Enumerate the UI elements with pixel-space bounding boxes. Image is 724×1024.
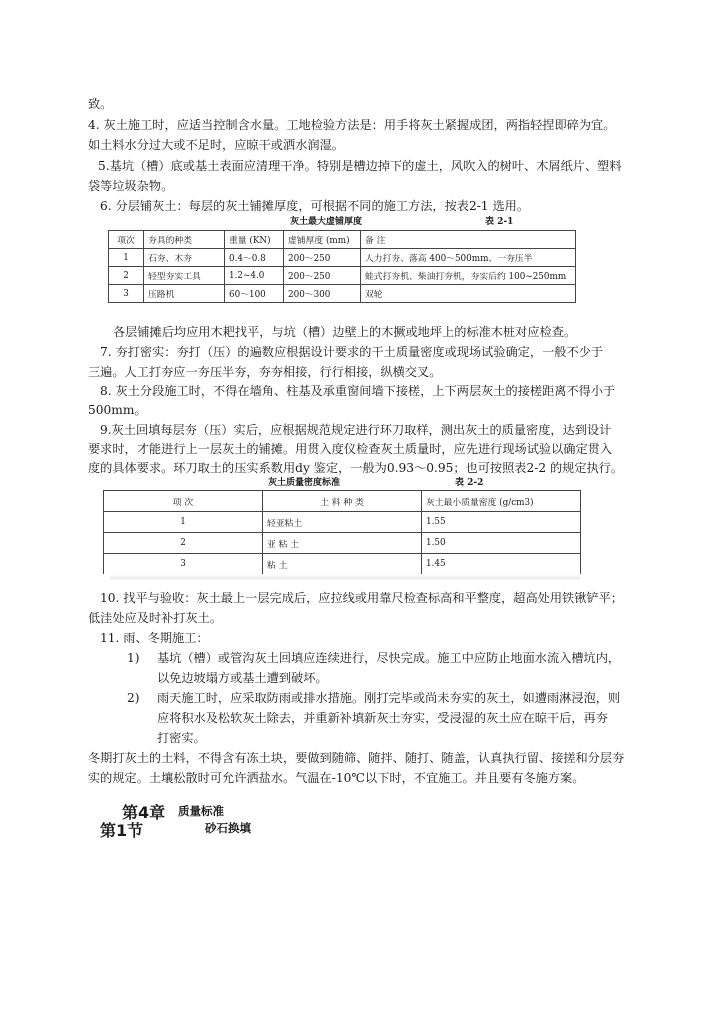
paragraph-line: 7. 夯打密实：夯打（压）的遍数应根据设计要求的干土质量密度或现场试验确定，一般不少于: [100, 345, 604, 359]
paragraph-line: 6. 分层铺灰土：每层的灰土铺摊厚度，可根据不同的施工方法，按表2-1 选用。: [100, 199, 530, 213]
table-header-cell: 项次: [109, 231, 144, 249]
paragraph-line: 4. 灰土施工时，应适当控制含水量。工地检验方法是：用手将灰土紧握成团，两指轻捏即碎为宜。: [88, 118, 616, 132]
paragraph-line: 低洼处应及时补打灰土。: [88, 611, 223, 625]
table-cell: 人力打夯、落高 400～500mm、一夯压半: [361, 249, 576, 267]
table2-caption: 灰土质量密度标准: [268, 478, 341, 488]
table-cell: 双轮: [361, 285, 576, 303]
table-cell: 1.50: [422, 533, 581, 554]
table-cell: 轻型夯实工具: [144, 267, 225, 285]
paragraph-line: 以免边坡塌方或基土遭到破坏。: [157, 671, 328, 685]
section-label: 第1节: [100, 821, 144, 840]
table-cell: 1: [109, 249, 144, 267]
paragraph-line: 三遍。人工打夯应一夯压半夯，夯夯相接，行行相接，纵横交叉。: [88, 365, 442, 379]
paragraph-line: 5.基坑（槽）底或基土表面应清理干净。特别是槽边掉下的虚土，风吹入的树叶、木屑纸片、塑料: [98, 159, 622, 173]
table-cell: 1.55: [422, 512, 581, 533]
paragraph-line: 实的规定。土壤松散时可允许洒盐水。气温在-10℃以下时，不宜施工。并且要有冬施方案。: [88, 771, 585, 785]
table-header-row: [104, 491, 581, 512]
table-cell: 200～250: [284, 249, 361, 267]
table-row: [109, 285, 576, 303]
table-cell: 3: [109, 285, 144, 303]
paragraph-line: 9.灰土回填每层夯（压）实后，应根据规范规定进行环刀取样，测出灰土的质量密度，达到设计: [100, 423, 612, 437]
paragraph-line: 500mm。: [88, 403, 147, 417]
table2-number: 表 2-2: [455, 478, 484, 488]
table-cell: 轻亚粘土: [263, 512, 422, 533]
table-cell: 2: [104, 533, 263, 554]
paragraph-line: 打密实。: [157, 731, 206, 745]
table-2: [103, 490, 581, 574]
table-row: [104, 554, 581, 575]
table-row: [109, 249, 576, 267]
paragraph-line: 雨天施工时，应采取防雨或排水措施。刚打完毕或尚未夯实的灰土，如遭雨淋浸泡，则: [157, 691, 621, 705]
table-cell: 200～250: [284, 267, 361, 285]
paragraph-line: 致。: [88, 97, 113, 111]
paragraph-line: 11. 雨、冬期施工：: [100, 631, 209, 645]
table-cell: 1.2~4.0: [225, 267, 284, 285]
table-header-cell: 备 注: [361, 231, 576, 249]
table-header-cell: 项 次: [104, 491, 263, 512]
paragraph-line: 10. 找平与验收：灰土最上一层完成后，应拉线或用靠尺检查标高和平整度，超高处用铁锹铲平；: [100, 591, 623, 605]
table-cell: 压路机: [144, 285, 225, 303]
table-cell: 200～300: [284, 285, 361, 303]
table-header-row: [109, 231, 576, 249]
paragraph-line: 袋等垃圾杂物。: [88, 179, 174, 193]
table-row: [104, 533, 581, 554]
table-header-cell: 土 料 种 类: [263, 491, 422, 512]
table1-number: 表 2-1: [485, 217, 514, 227]
table-row: [109, 267, 576, 285]
table-header-cell: 重量 (KN): [225, 231, 284, 249]
table-cell: 粘 土: [263, 554, 422, 575]
paragraph-line: 度的具体要求。环刀取土的压实系数用dy 鉴定，一般为0.93～0.95；也可按照表2-2 的规定执行。: [88, 461, 624, 475]
paragraph-line: 各层铺摊后均应用木耙找平，与坑（槽）边壁上的木撅或地坪上的标准木桩对应检查。: [113, 325, 577, 339]
table-cell: 60～100: [225, 285, 284, 303]
table-cell: 0.4～0.8: [225, 249, 284, 267]
list-marker: 1): [127, 651, 140, 665]
paragraph-line: 基坑（槽）或管沟灰土回填应连续进行，尽快完成。施工中应防止地面水流入槽坑内，: [157, 651, 621, 665]
table-cell: 石夯、木夯: [144, 249, 225, 267]
table-bottom-smudge: [110, 575, 580, 581]
list-marker: 2): [127, 691, 140, 705]
table-cell: 蛙式打夯机、柴油打夯机，夯实后约 100~250mm: [361, 267, 576, 285]
table-header-cell: 夯具的种类: [144, 231, 225, 249]
paragraph-line: 8. 灰土分段施工时，不得在墙角、柱基及承重窗间墙下接槎，上下两层灰土的接槎距离不得小于: [100, 384, 616, 398]
table-header-cell: 灰土最小质量密度 (g/cm3): [422, 491, 581, 512]
table-cell: 2: [109, 267, 144, 285]
chapter-title: 质量标准: [178, 804, 224, 818]
table-cell: 1: [104, 512, 263, 533]
table1-caption: 灰土最大虚铺厚度: [290, 217, 363, 227]
table-cell: 1.45: [422, 554, 581, 575]
paragraph-line: 如土料水分过大或不足时，应晾干或洒水润湿。: [88, 138, 344, 152]
paragraph-line: 冬期打灰土的土料，不得含有冻土块，要做到随筛、随拌、随打、随盖，认真执行留、接搓和分层夯: [88, 751, 625, 765]
table-1: [108, 230, 576, 303]
table-cell: 3: [104, 554, 263, 575]
paragraph-line: 应将积水及松软灰土除去，并重新补填新灰土夯实，受浸湿的灰土应在晾干后，再夯: [157, 711, 608, 725]
table-header-cell: 虚铺厚度 (mm): [284, 231, 361, 249]
section-title: 砂石换填: [205, 821, 251, 835]
paragraph-line: 要求时，才能进行上一层灰土的铺摊。用贯入度仪检查灰土质量时，应先进行现场试验以确定贯入: [88, 442, 613, 456]
chapter-label: 第4章: [122, 803, 166, 822]
table-row: [104, 512, 581, 533]
table-cell: 亚 粘 土: [263, 533, 422, 554]
